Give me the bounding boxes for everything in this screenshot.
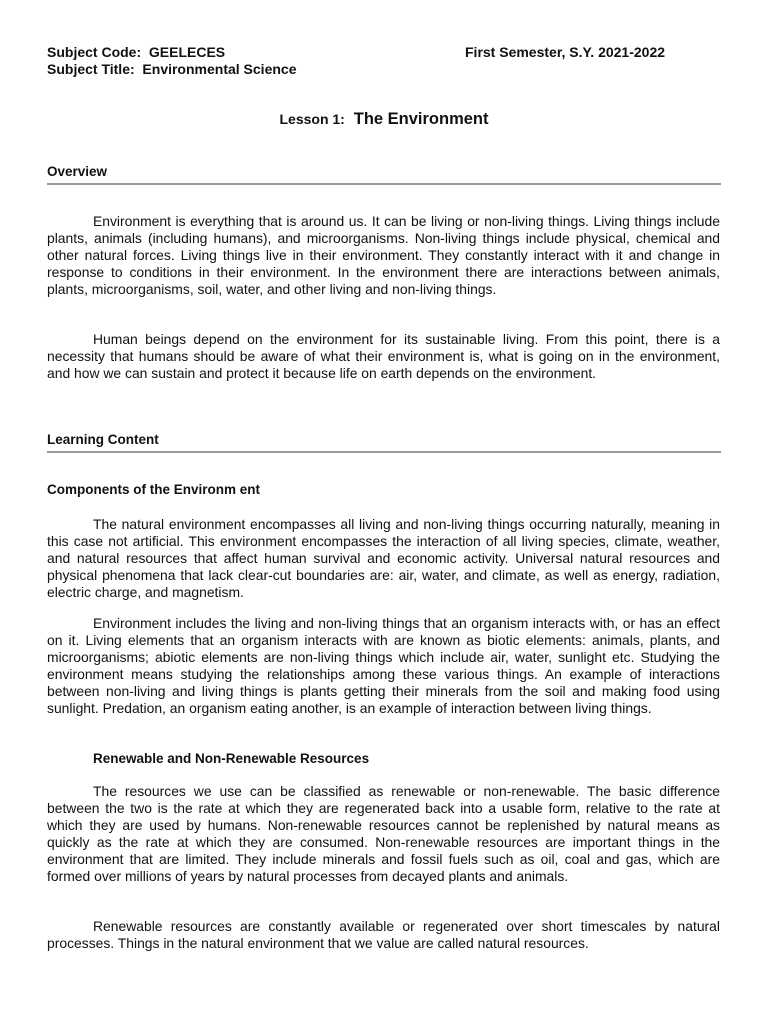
resources-heading: Renewable and Non-Renewable Resources — [93, 751, 370, 766]
components-paragraph-1: The natural environment encompasses all living and non-living things occurring naturally, meaning in this case not artificial. This environment encompasses the interaction of all living species, climate, weather, and natural resources that affect human survival and economic activity. Universal natural resources and physical phenomena that lack clear-cut boundaries are: air, water, and climate, as well as energy, radiation, electric charge, and magnetism. — [47, 516, 720, 600]
resources-paragraph-2: Renewable resources are constantly available or regenerated over short timescales by natural processes. Things in the natural environment that we value are called natural resources. — [47, 918, 720, 951]
subject-code: Subject Code: GEELECES — [47, 44, 226, 60]
lesson-heading — [0, 110, 768, 129]
lesson-title: The Environment — [353, 110, 489, 128]
lesson-label: Lesson 1: — [279, 111, 345, 127]
semester-info: First Semester, S.Y. 2021-2022 — [465, 44, 666, 60]
components-paragraph-2: Environment includes the living and non-living things that an organism interacts with, or has an effect on it. Living elements that an organism interacts with are known as biotic elements: animals, plants, and microorganisms; abiotic elements are non-living things which include air, water, sunlight etc. Studying the environment means studying the relationships among these various things. An example of interactions between non-living and living things is plants getting their minerals from the soil and making food using sunlight. Predation, an organism eating another, is an example of interaction between living things. — [47, 615, 720, 716]
subject-title: Subject Title: Environmental Science — [47, 61, 297, 77]
resources-paragraph-1: The resources we use can be classified as renewable or non-renewable. The basic difference between the two is the rate at which they are regenerated back into a usable form, relative to the rate at which they are used by humans. Non-renewable resources cannot be replenished by natural means as quickly as the rate at which they are consumed. Non-renewable resources are important things in the environment that are limited. They include minerals and fossil fuels such as oil, coal and gas, which are formed over millions of years by natural processes from decayed plants and animals. — [47, 783, 720, 884]
overview-paragraph-2: Human beings depend on the environment for its sustainable living. From this point, there is a necessity that humans should be aware of what their environment is, what is going on in the environment, and how we can sustain and protect it because life on earth depends on the environment. — [47, 331, 720, 381]
overview-paragraph-1: Environment is everything that is around us. It can be living or non-living things. Living things include plants, animals (including humans), and microorganisms. Non-living things include physical, chemical and other natural forces. Living things live in their environment. They constantly interact with it and change in response to conditions in their environment. In the environment there are interactions between animals, plants, microorganisms, soil, water, and other living and non-living things. — [47, 213, 720, 297]
learning-content-heading: Learning Content — [47, 432, 721, 453]
components-heading: Components of the Environm ent — [47, 482, 261, 497]
subject-info — [47, 44, 296, 78]
overview-heading: Overview — [47, 164, 721, 185]
